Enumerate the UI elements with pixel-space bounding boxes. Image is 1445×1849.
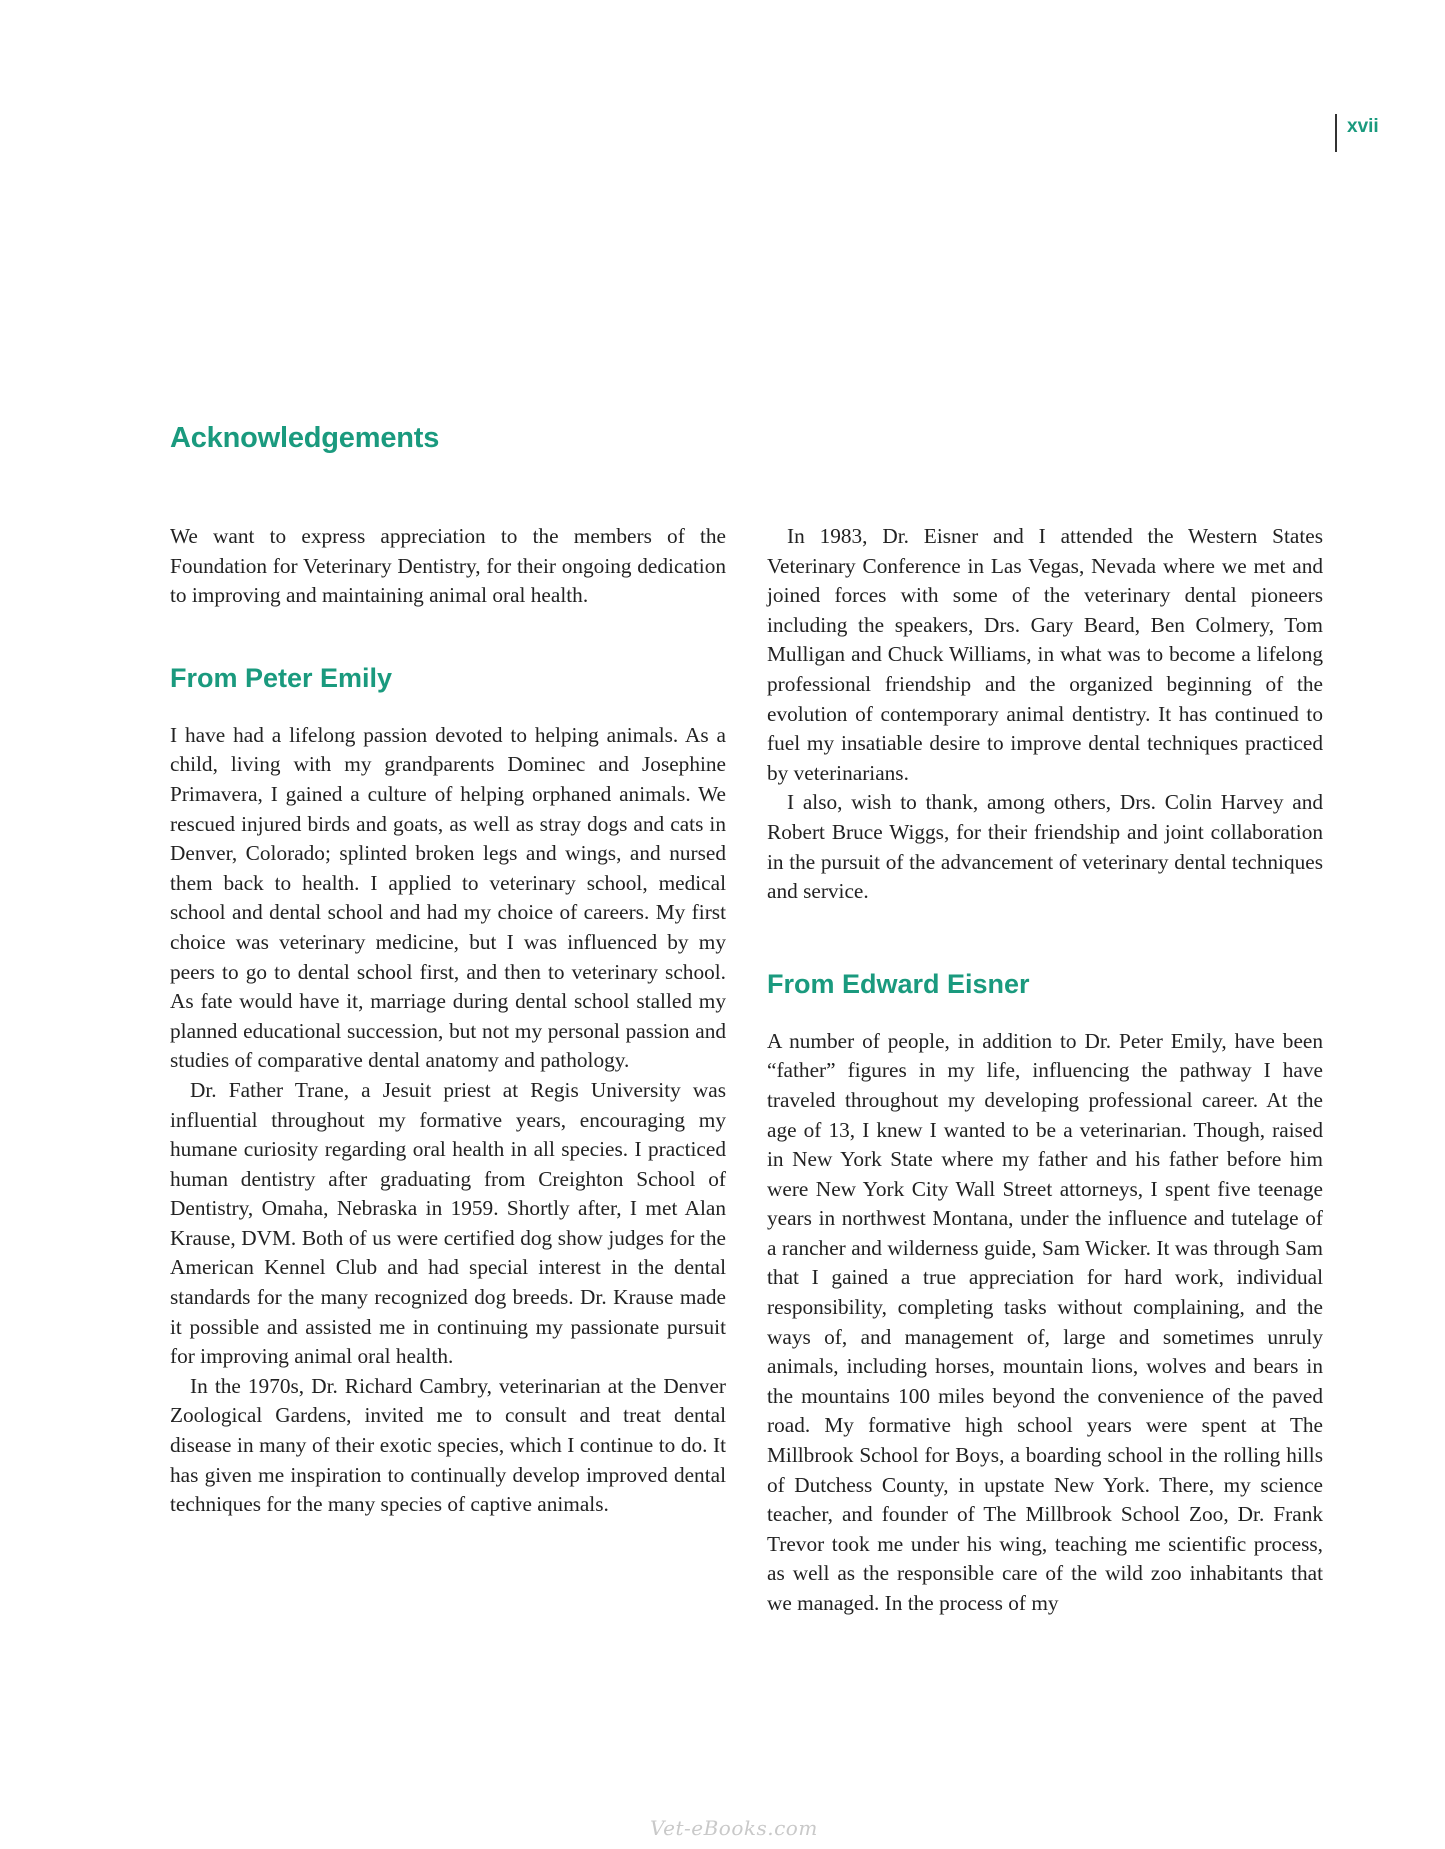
- right-column: [767, 522, 1323, 1619]
- paragraph: Dr. Father Trane, a Jesuit priest at Regis University was influential throughout my formative years, encouraging my humane curiosity regarding oral health in all species. I practiced human dentistry after graduating from Creighton School of Dentistry, Omaha, Nebraska in 1959. Shortly after, I met Alan Krause, DVM. Both of us were certified dog show judges for the American Kennel Club and had special interest in the dental standards for the many recognized dog breeds. Dr. Krause made it possible and assisted me in continuing my passionate pursuit for improving animal oral health.: [170, 1077, 726, 1369]
- paragraph: I also, wish to thank, among others, Drs. Colin Harvey and Robert Bruce Wiggs, for their friendship and joint collaboration in the pursuit of the advancement of veterinary dental techniques and service.: [767, 790, 1323, 904]
- page-title: Acknowledgements: [170, 422, 440, 454]
- page-number: xvii: [1335, 114, 1379, 152]
- paragraph: In 1983, Dr. Eisner and I attended the Western States Veterinary Conference in Las Vegas, Nevada where we met and joined forces with some of the veterinary dental pioneers including the speakers, Drs. Gary Beard, Ben Colmery, Tom Mulligan and Chuck Williams, in what was to become a lifelong professional friendship and the organized beginning of the evolution of contemporary animal dentistry. It has continued to fuel my insatiable desire to improve dental techniques practiced by veterinarians.: [767, 524, 1323, 785]
- section-heading-edward-eisner: From Edward Eisner: [767, 968, 1030, 999]
- watermark-logo: Vet-eBooks.com: [650, 1816, 818, 1840]
- left-column: [170, 522, 726, 1520]
- paragraph: A number of people, in addition to Dr. Peter Emily, have been “father” figures in my life, influencing the pathway I have traveled throughout my developing professional career. At the age of 13, I knew I wanted to be a veterinarian. Though, raised in New York State where my father and his father before him were New York City Wall Street attorneys, I spent five teenage years in northwest Montana, under the influence and tutelage of a rancher and wilderness guide, Sam Wicker. It was through Sam that I gained a true appreciation for hard work, individual responsibility, completing tasks without complaining, and the ways of, and management of, large and sometimes unruly animals, including horses, mountain lions, wolves and bears in the mountains 100 miles beyond the convenience of the paved road. My formative high school years were spent at The Millbrook School for Boys, a boarding school in the rolling hills of Dutchess County, in upstate New York. There, my science teacher, and founder of The Millbrook School Zoo, Dr. Frank Trevor took me under his wing, teaching me scientific process, as well as the responsible care of the wild zoo inhabitants that we managed. In the process of my: [767, 1028, 1323, 1615]
- paragraph: I have had a lifelong passion devoted to helping animals. As a child, living with my grandparents Dominec and Josephine Primavera, I gained a culture of helping orphaned animals. We rescued injured birds and goats, as well as stray dogs and cats in Denver, Colorado; splinted broken legs and wings, and nursed them back to health. I applied to veterinary school, medical school and dental school and had my choice of careers. My first choice was veterinary medicine, but I was influenced by my peers to go to dental school first, and then to veterinary school. As fate would have it, marriage during dental school stalled my planned educational succession, but not my personal passion and studies of comparative dental anatomy and pathology.: [170, 722, 726, 1073]
- paragraph: In the 1970s, Dr. Richard Cambry, veterinarian at the Denver Zoological Gardens, invited me to consult and treat dental disease in many of their exotic species, which I continue to do. It has given me inspiration to continually develop improved dental techniques for the many species of captive animals.: [170, 1373, 726, 1517]
- section-heading-peter-emily: From Peter Emily: [170, 662, 393, 693]
- intro-paragraph: We want to express appreciation to the members of the Foundation for Veterinary Dentistry, for their ongoing dedication to improving and maintaining animal oral health.: [170, 524, 726, 608]
